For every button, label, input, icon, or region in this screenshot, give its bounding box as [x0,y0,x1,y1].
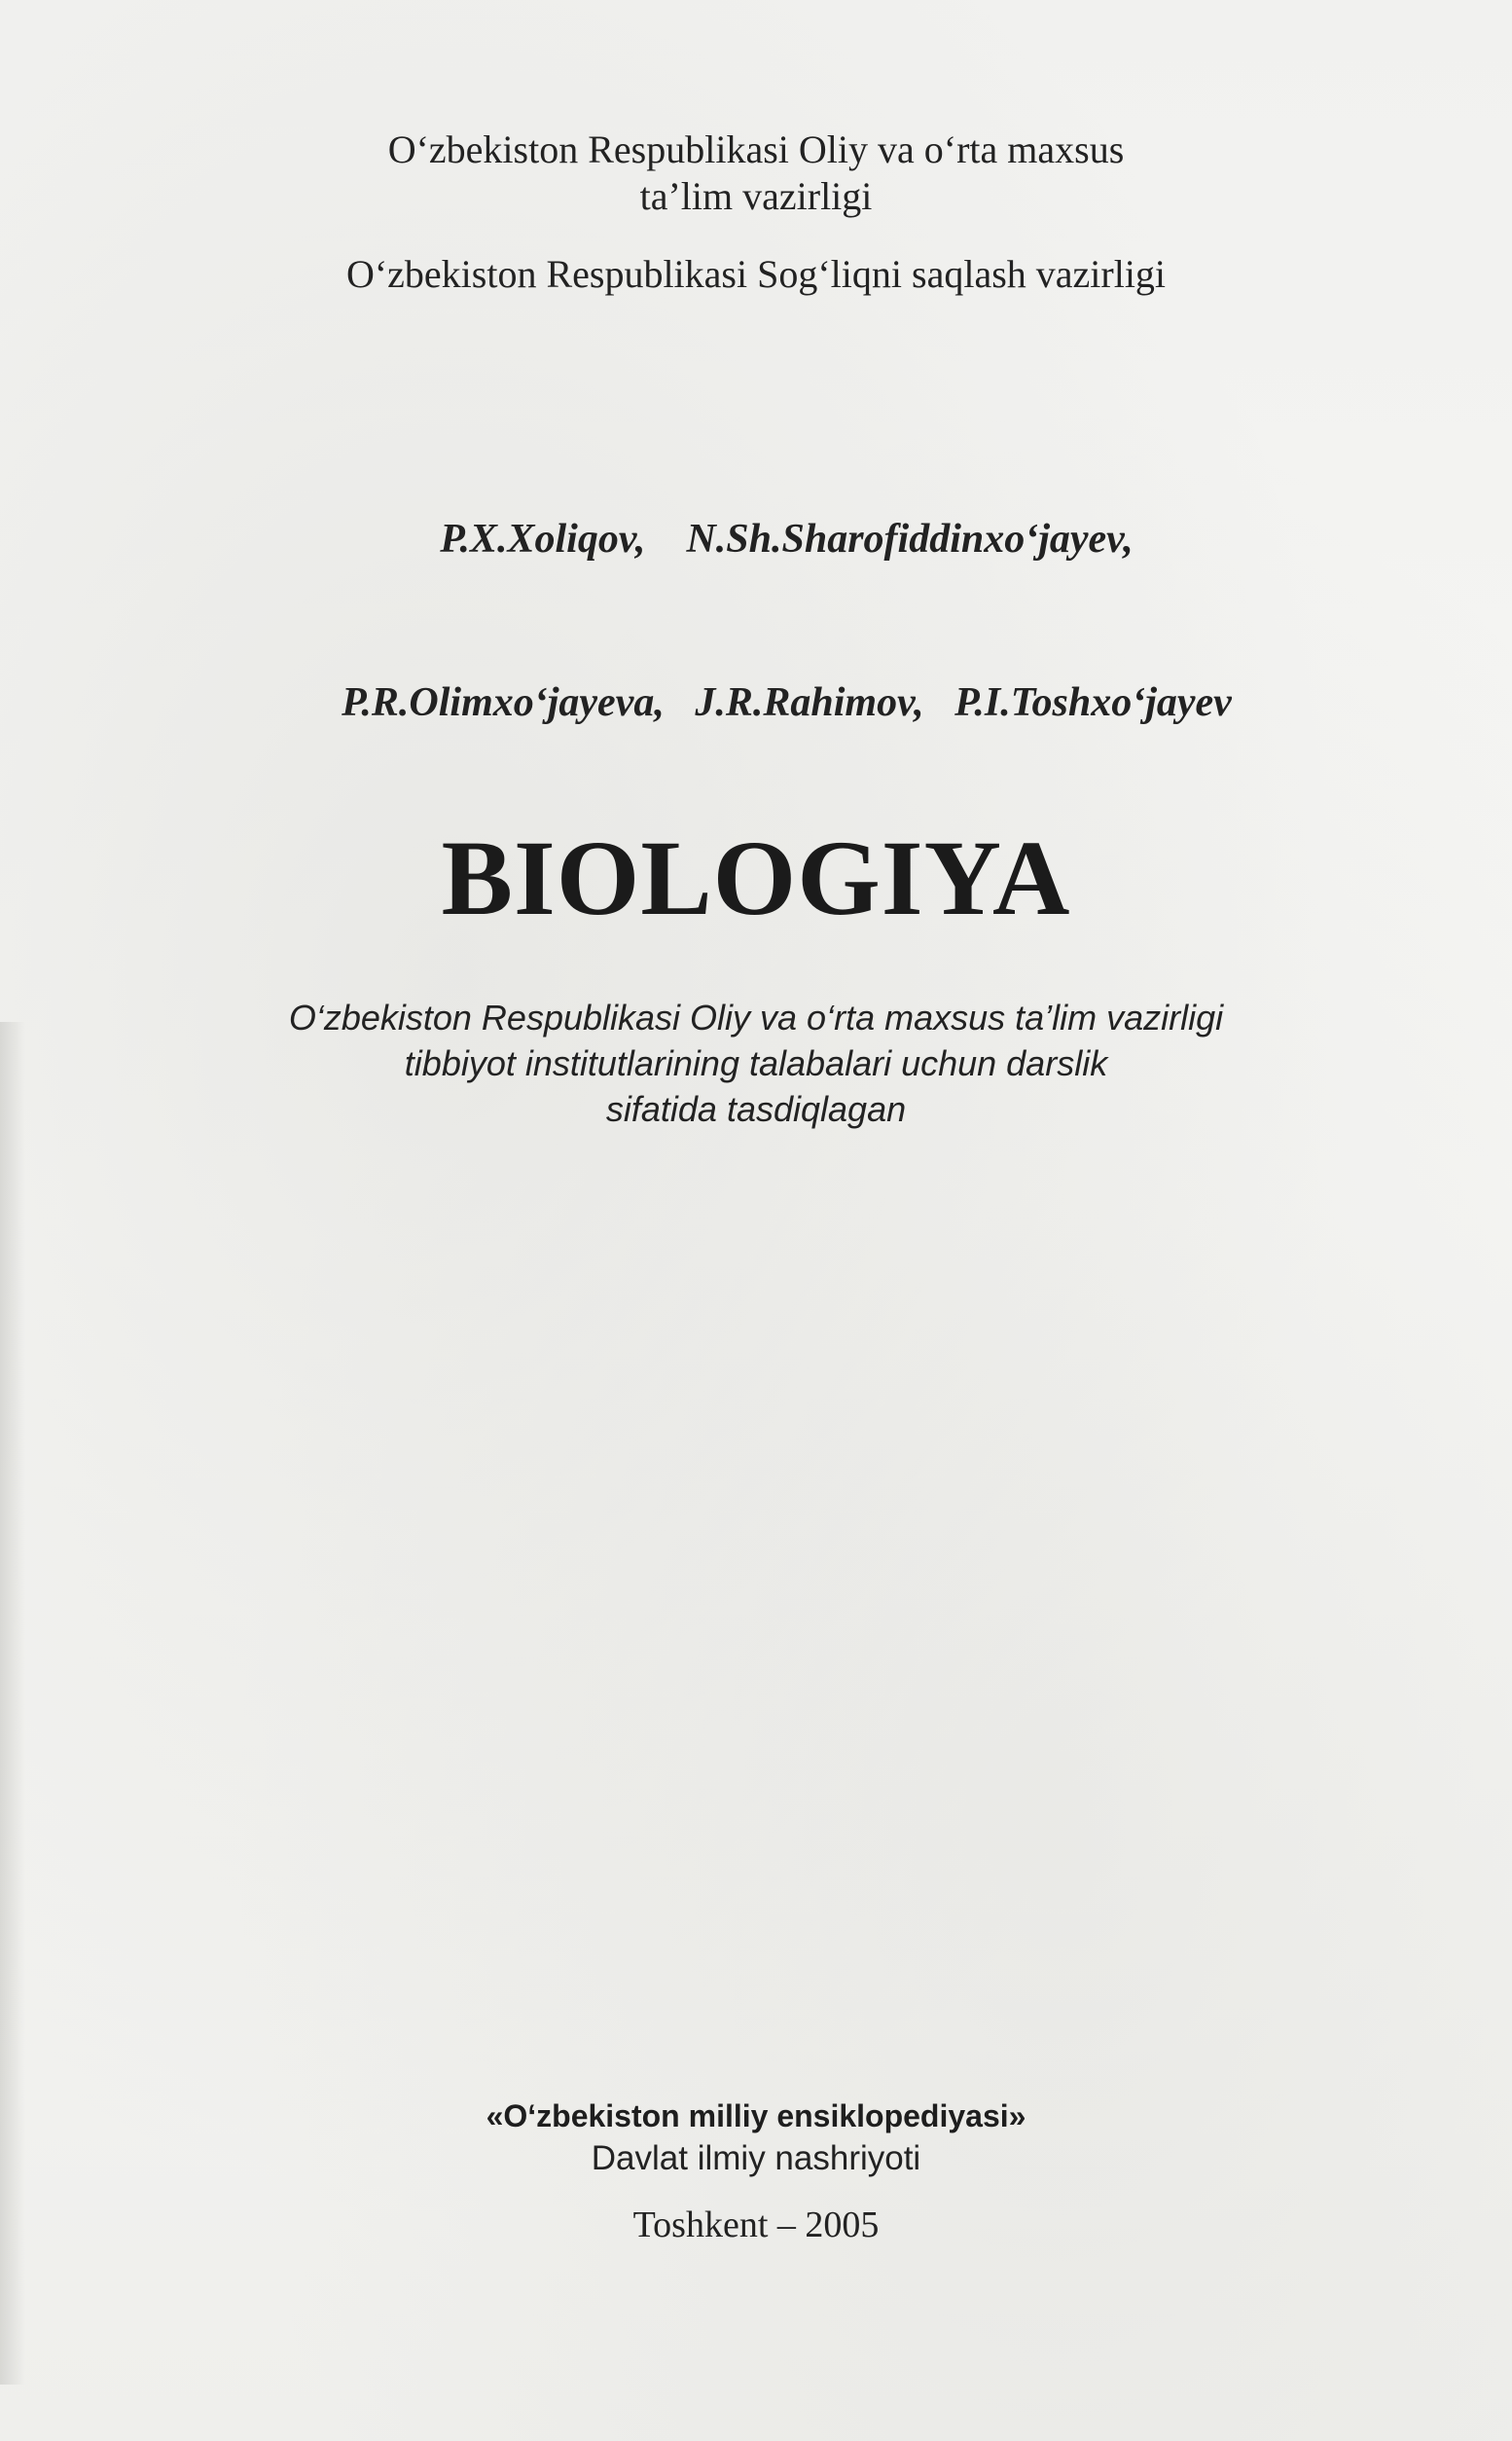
authors [0,457,1512,784]
publisher-name: «O‘zbekiston milliy ensiklopediyasi» [486,2098,1026,2133]
approval-line3: sifatida tasdiqlagan [605,1089,907,1129]
author-name: P.R.Olimxo‘jayeva, [342,680,665,725]
ministry-health: O‘zbekiston Respublikasi Sog‘liqni saqlash vazirligi [345,252,1167,296]
city-year: Toshkent – 2005 [632,2204,880,2245]
authors-row2 [0,621,1512,784]
ministry-education-line1: O‘zbekiston Respublikasi Oliy va o‘rta maxsus [387,128,1125,171]
approval-line2: tibbiyot institutlarining talabalari uchun darslik [404,1043,1108,1083]
author-name: P.X.Xoliqov, [440,517,646,562]
ministry-education [0,127,1512,220]
page-edge-shadow [0,1022,25,2385]
author-name: J.R.Rahimov, [695,680,924,725]
authors-row1 [0,457,1512,621]
approval-note [0,995,1512,1132]
ministry-education-line2: ta’lim vazirligi [639,174,873,218]
author-name: N.Sh.Sharofiddinxo‘jayev, [686,517,1134,562]
book-title: BIOLOGIYA [441,819,1071,937]
approval-line1: O‘zbekiston Respublikasi Oliy va o‘rta maxsus ta’lim vazirligi [288,998,1224,1038]
author-name: P.I.Toshxo‘jayev [954,680,1232,725]
publisher-type: Davlat ilmiy nashriyoti [591,2139,921,2177]
